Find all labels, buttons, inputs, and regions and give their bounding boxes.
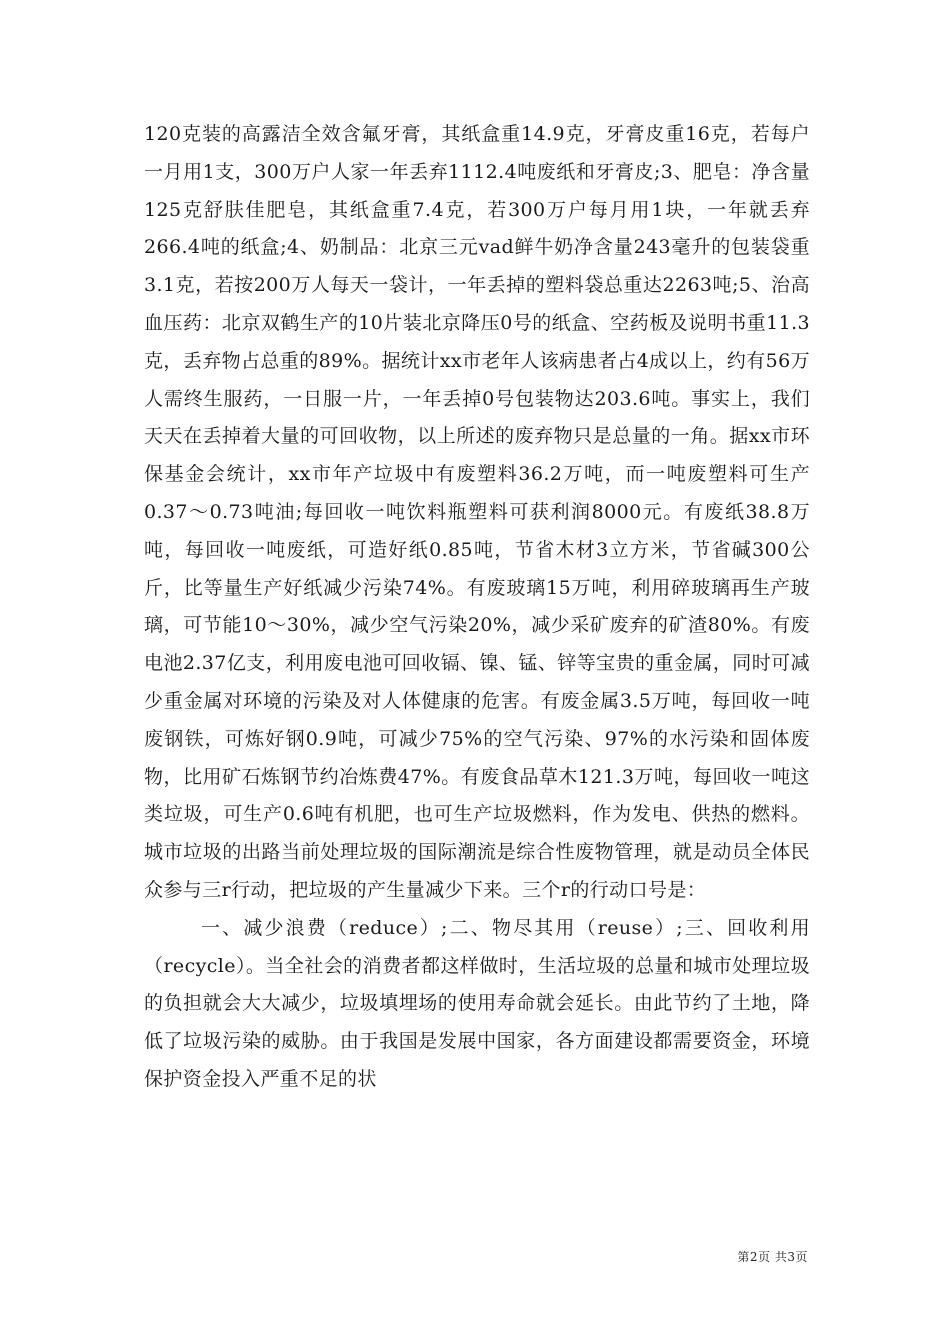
- body-text: [144, 116, 810, 1099]
- paragraph-2: 一、减少浪费（reduce）;二、物尽其用（reuse）;三、回收利用（recycle）。当全社会的消费者都这样做时，生活垃圾的总量和城市处理垃圾的负担就会大大减少，垃圾填埋场的使用寿命就会延长。由此节约了土地，降低了垃圾污染的威胁。由于我国是发展中国家，各方面建设都需要资金，环境保护资金投入严重不足的状: [144, 916, 810, 1090]
- paragraph-1: 120克装的高露洁全效含氟牙膏，其纸盒重14.9克，牙膏皮重16克，若每户一月用1支，300万户人家一年丢弃1112.4吨废纸和牙膏皮;3、肥皂：净含量125克舒肤佳肥皂，其纸盒重7.4克，若300万户每月用1块，一年就丢弃266.4吨的纸盒;4、奶制品：北京三元vad鲜牛奶净含量243毫升的包装袋重3.1克，若按200万人每天一袋计，一年丢掉的塑料袋总重达2263吨;5、治高血压药：北京双鹤生产的10片装北京降压0号的纸盒、空药板及说明书重11.3克，丢弃物占总重的89%。据统计xx市老年人该病患者占4成以上，约有56万人需终生服药，一日服一片，一年丢掉0号包装物达203.6吨。事实上，我们天天在丢掉着大量的可回收物，以上所述的废弃物只是总量的一角。据xx市环保基金会统计，xx市年产垃圾中有废塑料36.2万吨，而一吨废塑料可生产0.37～0.73吨油;每回收一吨饮料瓶塑料可获利润8000元。有废纸38.8万吨，每回收一吨废纸，可造好纸0.85吨，节省木材3立方米，节省碱300公斤，比等量生产好纸减少污染74%。有废玻璃15万吨，利用碎玻璃再生产玻璃，可节能10～30%，减少空气污染20%，减少采矿废弃的矿渣80%。有废电池2.37亿支，利用废电池可回收镉、镍、锰、锌等宝贵的重金属，同时可减少重金属对环境的污染及对人体健康的危害。有废金属3.5万吨，每回收一吨废钢铁，可炼好钢0.9吨，可减少75%的空气污染、97%的水污染和固体废物，比用矿石炼钢节约冶炼费47%。有废食品草木121.3万吨，每回收一吨这类垃圾，可生产0.6吨有机肥，也可生产垃圾燃料，作为发电、供热的燃料。城市垃圾的出路当前处理垃圾的国际潮流是综合性废物管理，就是动员全体民众参与三r行动，把垃圾的产生量减少下来。三个r的行动口号是：: [144, 123, 810, 901]
- page-number-footer: 第2页 共3页: [737, 1250, 808, 1264]
